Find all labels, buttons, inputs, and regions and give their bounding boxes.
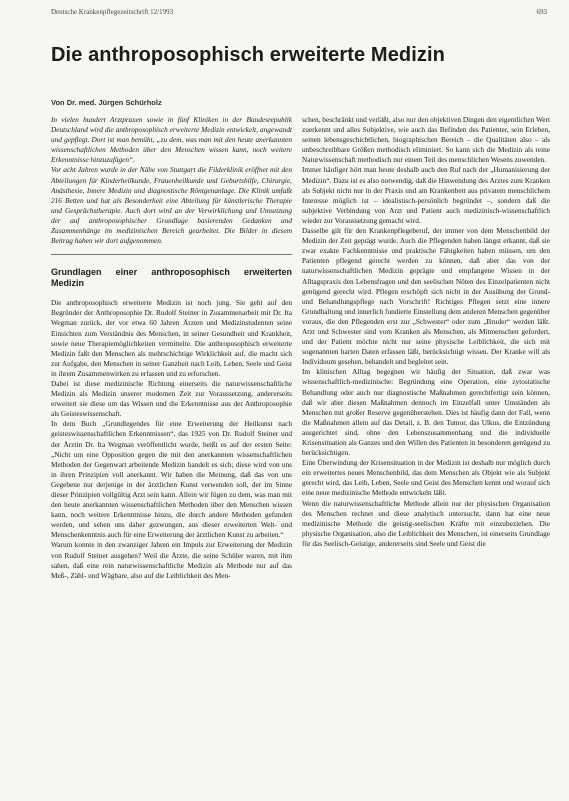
body-paragraph: Die anthroposophisch erweiterte Medizin ist noch jung. Sie geht auf den Begründer der Anthroposophie Dr. Rudolf Steiner in Zusammenarbeit mit Dr. Ita Wegman zurück, der vor etwa 60 Jahren Ärzten und Medizinstudenten seine Einsichten zum Verständnis des Menschen, in seiner Gesundheit und Krankheit, sowie neue Therapiemöglichkeiten vermittelte. Die anthroposophisch erweiterte Medizin faßt den Menschen als mehrschichtige Wirklichkeit auf, die macht sich zur Aufgabe, den Menschen in seiner Ganzheit nach Leib, Leben, Seele und Geist in ihrem Zusammenwirken zu erfassen und zu erforschen. (51, 298, 292, 378)
right-column (302, 115, 550, 799)
running-header (51, 8, 547, 20)
lead-paragraph: Vor acht Jahren wurde in der Nähe von Stuttgart die Filderklinik eröffnet mit den Abteilungen für Kinderheilkunde, Frauenheilkunde und Geburtshilfe, Chirurgie, Anästhesie, Innere Medizin und diagnostische Röntgenanlage. Die Klinik umfaßt 216 Betten und hat als Besonderheit eine Abteilung für künstlerische Therapie und Gesprächstherapie. Auch dort wird an der Verwirklichung und Umsetzung der auf anthroposophischer Grundlage basierenden Gedanken und Zusammenhänge im medizinischen Bereich gearbeitet. Die Bilder in diesem Beitrag haben wir dort aufgenommen. (51, 165, 292, 246)
body-paragraph: schen, beschränkt und verläßt, also nur den objektiven Dingen den eigentlichen Wert zuerkennt und alles Subjektive, wie auch das Befinden des Patienter, sein Erleben, seinen lebensgeschichtlichen, biographischen Bereich – die Qualitäten also – als unbeschreibbare Größen methodisch eliminiert. So kann sich die Medizin als reine Naturwissenschaft methodisch nur einem Teil des menschlichen Wesens zuwenden. (302, 115, 550, 165)
body-paragraph: Warum konnte in den zwanziger Jahren ein Impuls zur Erweiterung der Medizin von Rudolf Steiner ausgehen? Weil die Ärzte, die seine Schüler waren, mit ihm sahen, daß eine rein naturwissenschaftliche Medizin als Methode nur auf das Meß-, Zähl- und Wägbare, also auf die Leiblichkeit des Men- (51, 540, 292, 580)
lead-paragraphs (51, 115, 292, 246)
body-paragraph: Immer häufiger hört man heute deshalb auch den Ruf nach der „Humanisierung der Medizin“. Dazu ist es also notwendig, daß die Hinwendung des Arztes zum Kranken als Subjekt nicht nur in der Praxis und am Krankenbett aus privatem menschlichem Interesse möglich ist – idealistisch-persönlich begründet –, sondern daß die subjektive Verbindung von Arzt und Patient auch medizinisch-wissenschaftlich wieder zur Voraussetzung gemacht wird. (302, 165, 550, 225)
body-paragraph: In dem Buch „Grundlegendes für eine Erweiterung der Heilkunst nach geisteswissenschaftlichen Erkenntnissen“, das 1925 von Dr. Rudolf Steiner und der Ärztin Dr. Ita Wegman veröffentlicht wurde, heißt es auf der ersten Seite: „Nicht um eine Opposition gegen die mit den anerkannten wissenschaftlichen Methoden der Gegenwart arbeitende Medizin handelt es sich; diese wird von uns in ihren Prinzipien voll anerkannt. Wir haben die Meinung, daß das von uns Gegebene nur derjenige in der ärztlichen Kunst verwenden soll, der im Sinne dieser Prinzipien vollgültig Arzt sein kann. Allein wir fügen zu dem, was man mit den heute anerkannten wissenschaftlichen Methoden über den Menschen wissen kann, noch weitere Erkenntnisse hinzu, die durch andere Methoden gefunden werden, und sehen uns daher gezwungen, aus dieser erweiterten Welt- und Menschenkenntnis auch für eine Erweiterung der ärztlichen Kunst zu arbeiten.“ (51, 419, 292, 540)
body-paragraph: Wenn die naturwissenschaftliche Methode allein nur der physischen Organisation des Menschen rechnet und diese analytisch untersucht, dann hat eine neue medizinische Methode die geistig-seelischen Kräfte mit einzubeziehen. Die physische Organisation, also die Leiblichkeit des Menschen, ist einerseits Grundlage für das Seelisch-Geistige, andererseits sind Seele und Geist die (302, 498, 550, 548)
body-paragraph: Im klinischen Alltag begegnen wir häufig der Situation, daß zwar was wissenschaftlich-medizinische: Begründung eine Operation, eine zytostatische Behandlung oder auch nur diagnostische Maßnahmen gerechtfertigt sein können, daß wir aber diesen Maßnahmen dennoch im Einzelfall unter Umständen als Menschen mit großer Reserve gegenüberstehen. Dies ist häufig dann der Fall, wenn die Maßnahmen allein auf das Detail, z. B. den Tumor, das Ulkus, die Entzündung ausgerichtet sind, ohne den Lebenszusammenhang und die individuelle Krisensituation als Ganzes und den Willen des Patienten in besonderen genügend zu berücksichtigen. (302, 367, 550, 458)
page-number: 693 (536, 8, 547, 16)
section-heading: Grundlagen einer anthroposophisch erweiterten Medizin (51, 267, 292, 289)
journal-name: Deutsche Krankenpflegezeitschrift 12/1993 (51, 8, 174, 16)
body-paragraph: Dasselbe gilt für den Krankenpflegeberuf, der immer von dem Menschenbild der Medizin der Zeit geprägt wurde. Auch die Pflegenden haben längst erkannt, daß sie zwar exakte Fachkenntnisse und praktische Fähigkeiten haben müssen, um den Patienten pflegend gerecht werden zu können, daß aber das von der naturwissenschaftlichen Medizin geprägte und empfangene Wissen in der Alltagspraxis den Lebensfragen und den seelischen Nöten des Einzelpatienten nicht genügend gerecht wird. Pflegen erschöpft sich nicht in der Ausübung der Grund- und Behandlungspflege nach Vorschrift! Richtiges Pflegen setzt eine innere Grundhaltung und innerlich fundierte Einstellung dem anderen Menschen gegenüber voraus, die den Pflegenden erst zur „Schwester“ oder zum „Bruder“ werden läßt. Arzt und Schwester sind vom Kranken als Menschen, als Mitmenschen gefordert, und der Patient möchte nicht nur seine physische Leiblichkeit, die sich mit sogenannten harten Daten erfassen läßt, berücksichtigt wissen. Der Kranke will als Individuum gesehen, behandelt und begleitet sein. (302, 226, 550, 367)
author-line: Von Dr. med. Jürgen Schürholz (51, 98, 162, 107)
divider (51, 254, 292, 255)
right-body (302, 115, 550, 549)
left-body (51, 298, 292, 581)
body-paragraph: Dabei ist diese medizinische Richtung einerseits die naturwissenschaftliche Medizin als Medizin unserer modernen Zeit zur Voraussetzung, andererseits erweitert sie diese um das Wissen und die Erkenntnisse aus der Anthroposophie als Geisteswissenschaft. (51, 378, 292, 419)
article-title: Die anthroposophisch erweiterte Medizin (51, 44, 445, 66)
left-column (51, 115, 292, 799)
lead-paragraph: In vielen hundert Arztpraxen sowie in fünf Kliniken in der Bundesrepublik Deutschland wird die anthroposophisch erweiterte Medizin entwickelt, angewandt und gepflegt. Dort ist man bemüht, „zu dem, was man mit den heute anerkannten wissenschaftlichen Methoden über den Menschen wissen kann, noch weitere Erkenntnisse hinzuzufügen“. (51, 115, 292, 165)
body-paragraph: Eine Überwindung der Krisensituation in der Medizin ist deshalb nur möglich durch ein erweitertes neues Menschenbild, das dem Menschen als Objekt wie als Subjekt gerecht wird, das Leib, Leben, Seele und Geist des Menschen kennt und worauf sich eine neue medizinische Methode entwickeln läßt. (302, 458, 550, 498)
